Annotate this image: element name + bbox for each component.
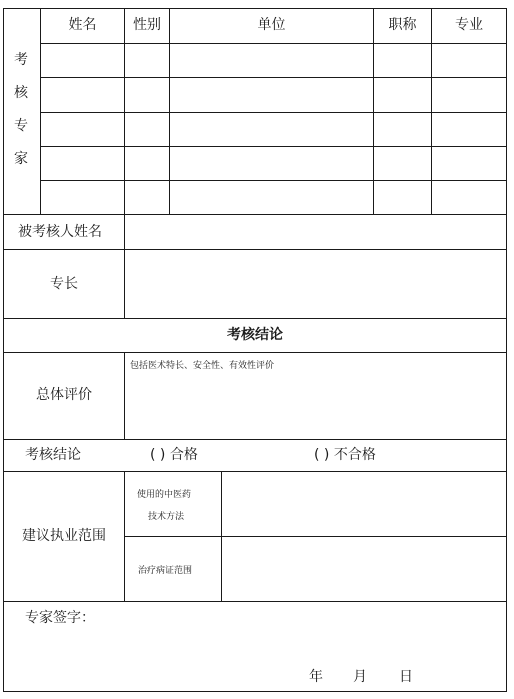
- expert-gender-cell[interactable]: [125, 78, 169, 112]
- expert-unit-cell[interactable]: [170, 113, 373, 146]
- expert-name-cell[interactable]: [41, 113, 124, 146]
- overall-evaluation-label: 总体评价: [36, 387, 92, 403]
- table-line: [3, 318, 507, 319]
- panel-char: 考: [14, 52, 28, 68]
- table-line: [3, 439, 507, 440]
- assessee-name-label: 被考核人姓名: [18, 224, 102, 240]
- specialty-label: 专长: [50, 276, 78, 292]
- expert-name-cell[interactable]: [41, 147, 124, 180]
- expert-specialty-cell[interactable]: [432, 113, 506, 146]
- expert-gender-cell[interactable]: [125, 44, 169, 77]
- pass-option[interactable]: ( ) 合格: [150, 447, 198, 463]
- panel-char: 家: [14, 151, 28, 167]
- overall-evaluation-hint: 包括医术特长、安全性、有效性评价: [130, 361, 275, 371]
- practice-scope-label: 建议执业范围: [22, 528, 106, 544]
- expert-specialty-cell[interactable]: [432, 44, 506, 77]
- table-line: [3, 352, 507, 353]
- expert-title-cell[interactable]: [374, 181, 431, 214]
- expert-unit-cell[interactable]: [170, 181, 373, 214]
- column-header-name: 姓名: [68, 17, 97, 33]
- signature-area[interactable]: [4, 602, 506, 691]
- expert-panel-label: [11, 44, 31, 176]
- expert-specialty-cell[interactable]: [432, 181, 506, 214]
- expert-title-cell[interactable]: [374, 44, 431, 77]
- panel-char: 核: [14, 85, 28, 101]
- expert-title-cell[interactable]: [374, 147, 431, 180]
- date-day-label: 日: [399, 669, 413, 685]
- methods-label-line-2: 技术方法: [148, 512, 185, 522]
- expert-title-cell[interactable]: [374, 78, 431, 112]
- expert-unit-cell[interactable]: [170, 44, 373, 77]
- conclusion-header: 考核结论: [227, 327, 283, 343]
- border-bottom: [3, 691, 507, 692]
- date-month-label: 月: [353, 669, 367, 685]
- methods-field[interactable]: [222, 472, 506, 536]
- column-header-specialty: 专业: [455, 17, 483, 33]
- expert-name-cell[interactable]: [41, 181, 124, 214]
- column-header-gender: 性别: [133, 17, 161, 33]
- border-left: [3, 8, 4, 692]
- date-year-label: 年: [309, 669, 323, 685]
- signature-label: 专家签字：: [25, 610, 95, 626]
- expert-name-cell[interactable]: [41, 78, 124, 112]
- expert-specialty-cell[interactable]: [432, 147, 506, 180]
- disease-scope-label: 治疗病证范围: [138, 566, 193, 576]
- border-right: [506, 8, 507, 692]
- expert-title-cell[interactable]: [374, 113, 431, 146]
- expert-specialty-cell[interactable]: [432, 78, 506, 112]
- column-header-unit: 单位: [257, 17, 286, 33]
- expert-gender-cell[interactable]: [125, 181, 169, 214]
- assessee-name-field[interactable]: [125, 215, 506, 249]
- expert-unit-cell[interactable]: [170, 147, 373, 180]
- expert-name-cell[interactable]: [41, 44, 124, 77]
- overall-evaluation-field[interactable]: [125, 374, 506, 439]
- methods-label-line-1: 使用的中医药: [137, 490, 192, 500]
- panel-char: 专: [14, 118, 28, 134]
- disease-scope-field[interactable]: [222, 537, 506, 601]
- expert-unit-cell[interactable]: [170, 78, 373, 112]
- expert-gender-cell[interactable]: [125, 147, 169, 180]
- conclusion-label: 考核结论: [25, 447, 81, 463]
- specialty-field[interactable]: [125, 250, 506, 318]
- expert-gender-cell[interactable]: [125, 113, 169, 146]
- column-header-title: 职称: [388, 17, 417, 33]
- fail-option[interactable]: ( ) 不合格: [314, 447, 376, 463]
